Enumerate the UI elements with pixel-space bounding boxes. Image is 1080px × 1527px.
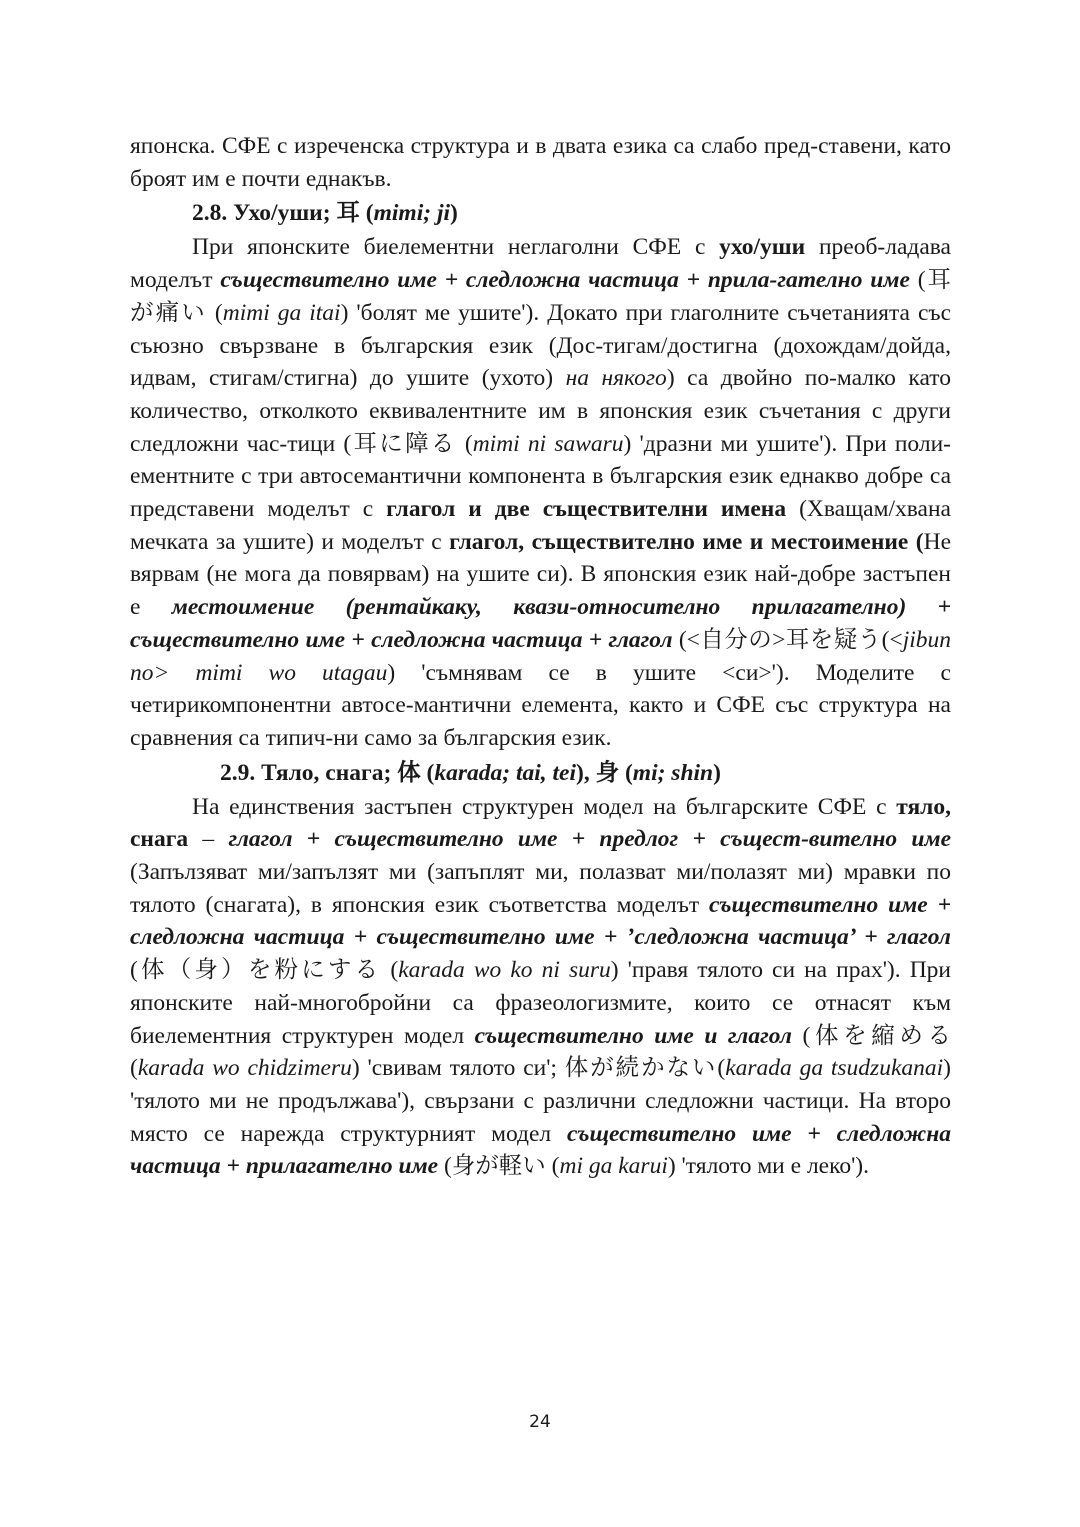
text-run: При японските биелементни неглаголни СФЕ с — [192, 234, 720, 261]
section-heading-2-9 — [130, 755, 951, 791]
text-run: (耳が痛い ( — [130, 267, 952, 326]
section-title: Тяло, снага; — [261, 759, 392, 786]
structure-model: местоимение (рентайкаку, квази-относително прилагателно) + съществително име + следложна частица + глагол — [130, 594, 952, 653]
romaji-example: mimi ni sawaru — [472, 430, 624, 457]
romaji-example: jibun no> mimi wo utagau — [130, 626, 951, 686]
section-romaji: mimi; ji — [373, 200, 450, 227]
section-kanji: 耳 — [336, 200, 360, 227]
text-run: ) 'съмнявам се в ушите <си>'). Моделите с четирикомпонентни автосе-мантични елемента, както и СФЕ със структура на сравнения са типич-ни само за българския език. — [130, 659, 951, 751]
section-paren-open: ( — [624, 759, 633, 786]
section-paren-close: ) — [450, 200, 458, 227]
section-number: 2.8. — [192, 200, 228, 227]
romaji-example: mimi ga itai — [222, 299, 341, 326]
text-run: – — [188, 826, 229, 853]
paragraph-body — [130, 791, 951, 1183]
section-number: 2.9. — [220, 759, 256, 786]
section-heading-2-8 — [130, 195, 951, 231]
section-paren-open: ( — [365, 200, 374, 227]
bold-term: глагол и две съществителни имена — [386, 496, 787, 523]
text-run: (体（身）を粉にする ( — [130, 957, 399, 984]
text-run: ) са двойно по-малко като количество, отколкото еквивалентните им в японския език съчетания с други следложни час-тици (耳に障る ( — [130, 365, 951, 457]
paragraph-continuation: японска. СФЕ с изреченска структура и в двата езика са слабо пред-ставени, като броят им е почти еднакъв. — [130, 133, 951, 192]
text-run: (Запълзяват ми/запълзят ми (запъплят ми, полазват ми/полазят ми) мравки по тялото (снагата), в японския език съответства моделът — [130, 859, 951, 918]
page-number: 24 — [529, 1412, 551, 1432]
romaji-example: mi ga karui — [559, 1153, 668, 1180]
text-run: (Хващам/хвана мечката за ушите) и моделът с — [130, 496, 951, 555]
section-kanji: 身 — [595, 759, 620, 786]
text-run: На единствения застъпен структурен модел на българските СФЕ с — [192, 793, 897, 820]
section-kanji: 体 — [397, 759, 421, 786]
document-page — [130, 130, 951, 1183]
structure-model: съществително име и глагол — [474, 1022, 792, 1049]
romaji-example: karada ga tsudzukanai — [725, 1055, 944, 1082]
structure-model: съществително име + следложна частица + съществително име + ’следложна частица’ + глагол — [130, 891, 951, 951]
text-run: ) 'дразни ми ушите'). При поли-ементните с три автосемантични компонента в българския език еднакво добре са представени моделът с — [130, 430, 951, 523]
romaji-example: karada wo ko ni suru — [398, 957, 611, 984]
text-run: (身が軽い ( — [438, 1153, 560, 1180]
section-title: Ухо/уши; — [233, 200, 331, 227]
text-run: ) 'свивам тялото си'; 体が続かない( — [351, 1055, 726, 1082]
text-run: (体を縮める ( — [130, 1022, 952, 1082]
section-paren-open: ( — [426, 759, 435, 786]
romaji-example: karada wo chidzimeru — [137, 1055, 352, 1082]
section-romaji: mi; shin — [632, 759, 714, 786]
structure-model: съществително име + следложна частица + прилагателно име — [130, 1120, 951, 1180]
structure-model: съществително име + следложна частица + прила-гателно име — [220, 267, 910, 294]
bold-term: тяло, снага — [130, 793, 951, 853]
text-run: (<自分の>耳を疑う(< — [672, 626, 903, 653]
section-paren-close: ), — [576, 759, 590, 786]
text-run: ) 'тялото ми не продължава'), свързани с различни следложни частици. На второ място се нарежда структурният модел — [130, 1055, 951, 1147]
text-run: Не вярвам (не мога да повярвам) на ушите си). В японския език най-добре застъпен е — [130, 528, 952, 621]
section-paren-close: ) — [713, 759, 721, 786]
text-run: ) 'тялото ми е леко'). — [667, 1153, 870, 1180]
text-run: преоб-ладава моделът — [130, 234, 951, 294]
bold-term: глагол, съществително име и местоимение ( — [449, 528, 924, 555]
text-run: ) 'правя тялото си на прах'). При японските най-многобройни са фразеологизмите, които се отнасят към биелементния структурен модел — [130, 957, 951, 1049]
structure-model: глагол + съществително име + предлог + същест-вително име — [228, 826, 952, 853]
paragraph-ear — [130, 231, 951, 754]
bold-term: ухо/уши — [719, 234, 806, 261]
italic-phrase: на някого — [565, 365, 667, 392]
text-run: ) 'болят ме ушите'). Докато при глаголните съчетанията със съюзно свързване в българския език (Дос-тигам/достигна (дохождам/дойда, идвам, стигам/стигна) до ушите (ухото) — [130, 299, 951, 392]
section-romaji: karada; tai, tei — [434, 759, 577, 786]
